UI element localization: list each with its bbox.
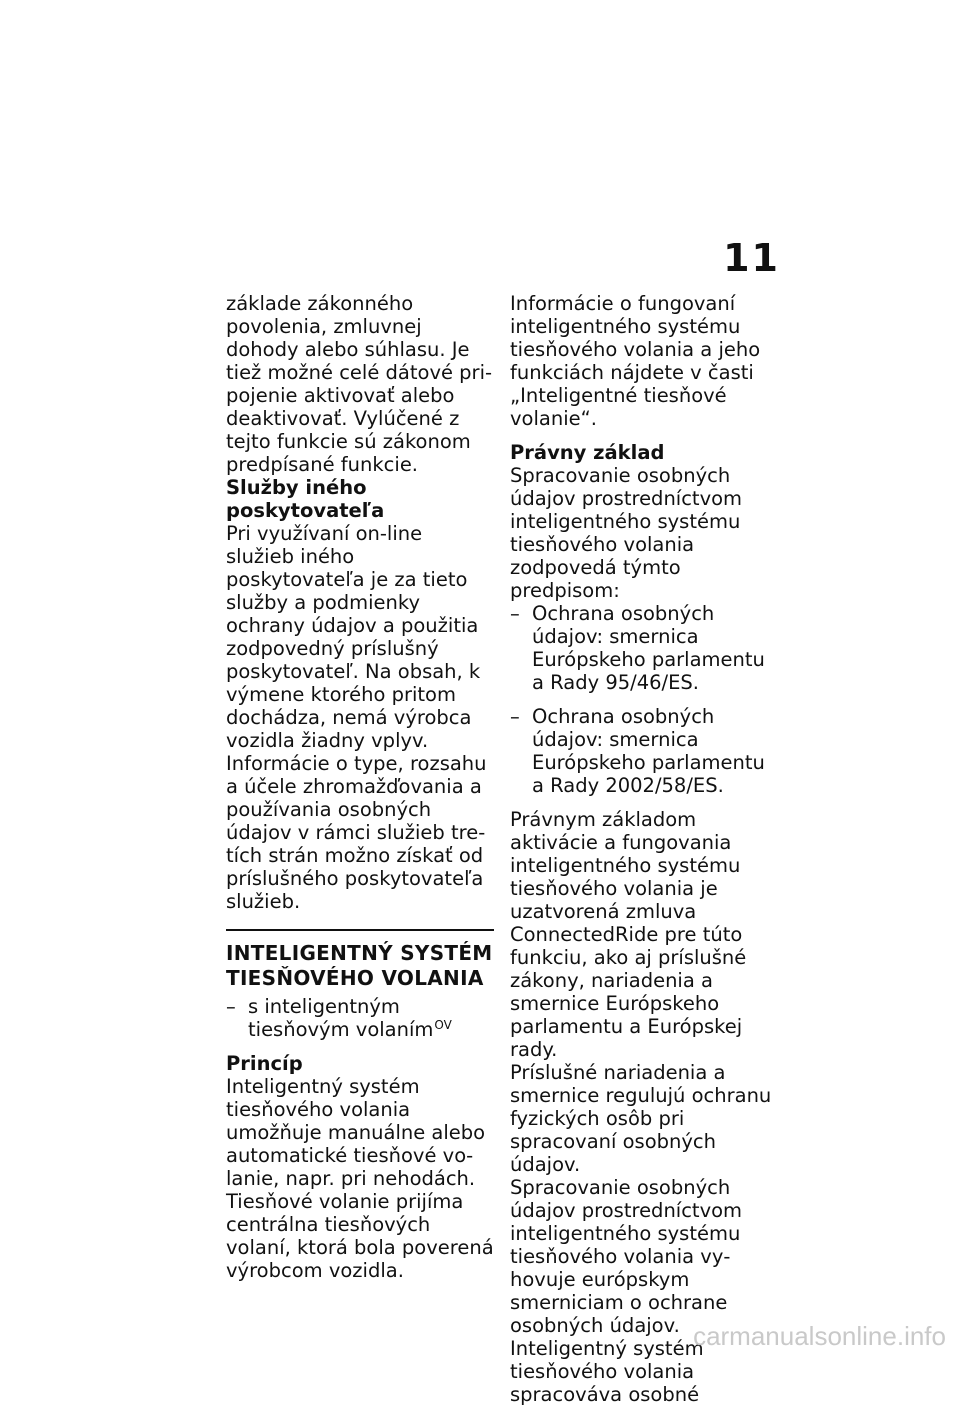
list-item-text: Ochrana osobných údajov: smernica Európskeho parlamentu a Rady 95/46/ES.: [532, 602, 765, 694]
dash-marker: –: [510, 705, 520, 728]
paragraph: Príslušné nariadenia a smernice regulujú ochranu fyzických osôb pri spracovaní osobných údajov.: [510, 1061, 772, 1176]
option-code: OV: [434, 1018, 452, 1032]
equipment-list: [226, 995, 494, 1041]
right-column: [510, 292, 780, 1406]
list-item: [226, 995, 494, 1041]
paragraph: Pri využívaní on-line služieb iného poskytovateľa je za tieto služby a podmienky ochrany údajov a použitia zodpovedný príslušný poskytovateľ. Na obsah, k výmene ktorého pritom dochádza, nemá výrobca vozidla žiadny vplyv. Informácie o type, rozsahu a účele zhromažďovania a používania osobných údajov v rámci služieb tretích strán možno získať od príslušného poskytovateľa služieb.: [226, 522, 487, 913]
list-item: [510, 602, 780, 694]
section-title: INTELIGENTNÝ SYSTÉM TIESŇOVÉHO VOLANIA: [226, 941, 493, 990]
paragraph: Inteligentný systém tiesňového volania spracováva osobné: [510, 1337, 704, 1406]
paragraph: základe zákonného povolenia, zmluvnej dohody alebo súhlasu. Je tiež možné celé dátové pripojenie aktivovať alebo deaktivovať. Vylúčené z tejto funkcie sú zákonom predpísané funkcie.: [226, 292, 493, 476]
paragraph: Spracovanie osobných údajov prostredníctvom inteligentného systému tiesňového volania zodpovedá týmto predpisom:: [510, 464, 743, 602]
paragraph: Informácie o fungovaní inteligentného systému tiesňového volania a jeho funkciách nájdete v časti „Inteligentné tiesňové volanie“.: [510, 292, 761, 430]
page-number: 11: [723, 236, 780, 280]
regulation-list: [510, 602, 780, 797]
dash-marker: –: [226, 995, 236, 1018]
left-column: [226, 292, 494, 1293]
paragraph: Inteligentný systém tiesňového volania umožňuje manuálne alebo automatické tiesňové volanie, napr. pri nehodách. Tiesňové volanie prijíma centrálna tiesňových volaní, ktorá bola poverená výrobcom vozidla.: [226, 1075, 494, 1282]
subheading-services: Služby iného poskytovateľa: [226, 476, 385, 522]
section-divider: [226, 929, 494, 931]
subheading-principle: Princíp: [226, 1052, 303, 1075]
subheading-legal: Právny základ: [510, 441, 665, 464]
watermark: carmanualsonline.info: [693, 1321, 946, 1351]
paragraph: Právnym základom aktivácie a fungovania inteligentného systému tiesňového volania je uzatvorená zmluva ConnectedRide pre túto funkciu, ako aj príslušné zákony, nariadenia a smernice Európskeho parlamentu a Európskej rady.: [510, 808, 747, 1061]
list-item: [510, 705, 780, 797]
paragraph: Spracovanie osobných údajov prostredníctvom inteligentného systému tiesňového volania vyhovuje európskym smerniciam o ochrane osobných údajov.: [510, 1176, 743, 1337]
dash-marker: –: [510, 602, 520, 625]
list-item-text: s inteligentným tiesňovým volaním: [248, 995, 434, 1041]
list-item-text: Ochrana osobných údajov: smernica Európskeho parlamentu a Rady 2002/58/ES.: [532, 705, 765, 797]
